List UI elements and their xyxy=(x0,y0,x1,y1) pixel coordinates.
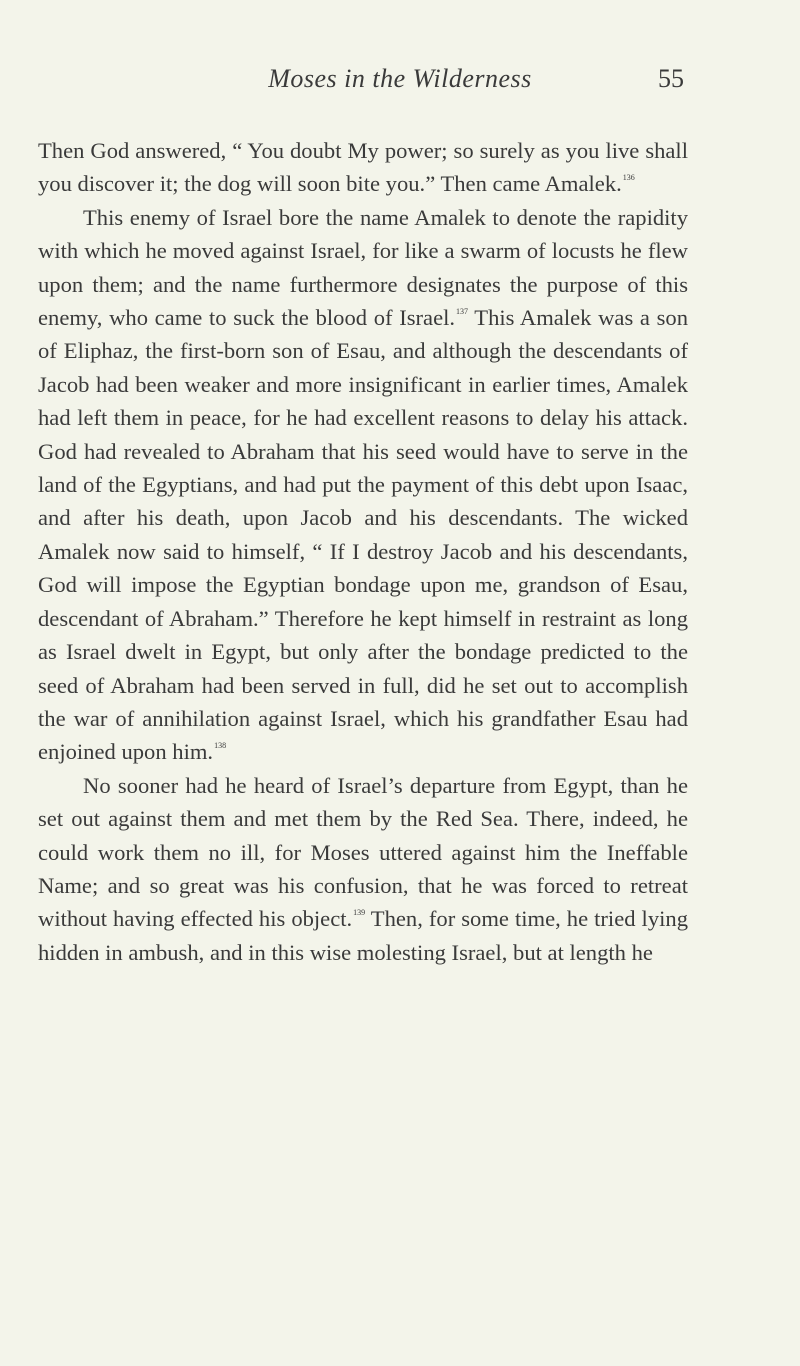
paragraph-text: This Amalek was a son of Eliphaz, the first-born son of Esau, and although the descendants of Jacob had been weaker and more insignificant in earlier times, Amalek had left them in peace, for he had excellent reasons to delay his attack. God had revealed to Abraham that his seed would have to serve in the land of the Egyptians, and had put the payment of this debt upon Isaac, and after his death, upon Jacob and his descendants. The wicked Amalek now said to himself, “ If I destroy Jacob and his descendants, God will impose the Egyptian bondage upon me, grandson of Esau, descendant of Abraham.” Therefore he kept himself in restraint as long as Israel dwelt in Egypt, but only after the bondage predicted to the seed of Abraham had been served in full, did he set out to accomplish the war of annihilation against Israel, which his grandfather Esau had enjoined upon him. xyxy=(38,305,688,765)
footnote-marker: 139 xyxy=(353,908,366,918)
paragraph-text: Then God answered, “ You doubt My power; so surely as you live shall you discover it; the dog will soon bite you.” Then came Amalek. xyxy=(38,138,688,197)
running-title: Moses in the Wilderness xyxy=(268,64,532,93)
paragraph-text: This enemy of Israel bore the name Amalek to denote the rapidity with which he moved against Israel, for like a swarm of locusts he flew upon them; and the name furthermore designates the purpose of this enemy, who came to suck the blood of Israel. xyxy=(38,204,688,331)
footnote-marker: 137 xyxy=(456,307,469,317)
page-number: 55 xyxy=(658,64,684,93)
paragraph-text: Then, for some time, he tried lying hidden in ambush, and in this wise molesting Israel, but at length he xyxy=(38,906,689,965)
paragraph-3 xyxy=(38,769,688,969)
paragraph-text: No sooner had he heard of Israel’s departure from Egypt, than he set out against them and met them by the Red Sea. There, indeed, he could work them no ill, for Moses uttered against him the Ineffable Name; and so great was his confusion, that he was forced to retreat without having effected his object. xyxy=(38,772,688,932)
footnote-marker: 138 xyxy=(214,741,227,751)
paragraph-1 xyxy=(38,134,688,201)
running-head xyxy=(0,64,800,104)
body-text xyxy=(38,134,688,969)
footnote-marker: 136 xyxy=(622,173,635,183)
paragraph-2 xyxy=(38,201,688,769)
